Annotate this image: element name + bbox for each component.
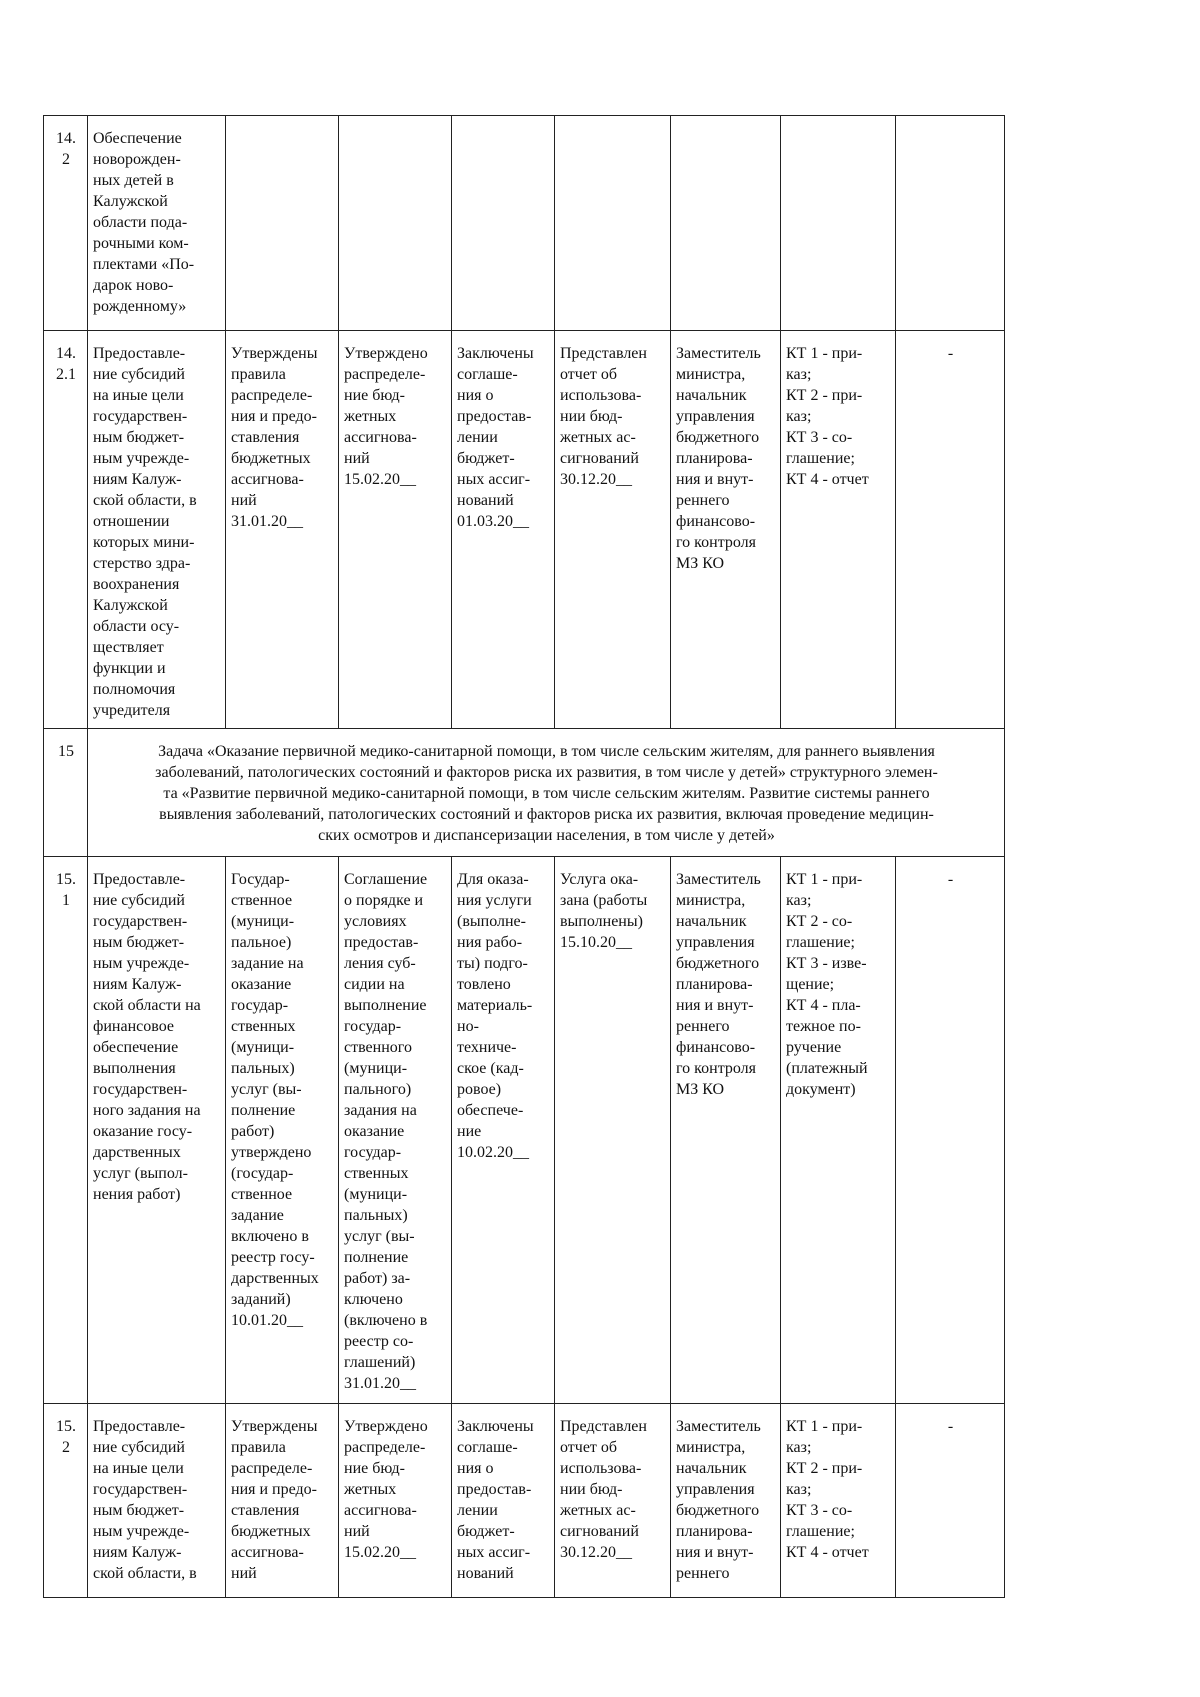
control-point-1: Государ- ственное (муници- пальное) задание на оказание государ- ственных (муници- пальных) услуг (вы- полнение работ) утверждено (государ- ственное задание включено в реестр госу- дарственных заданий) 10.01.20__ xyxy=(226,857,339,1404)
document-type: КТ 1 - при- каз; КТ 2 - со- глашение; КТ 3 - изве- щение; КТ 4 - пла- тежное по- ручение (платежный документ) xyxy=(781,857,896,1404)
task-row xyxy=(44,729,1005,857)
note-cell: - xyxy=(896,331,1005,729)
responsible-person xyxy=(671,116,781,331)
activities-table xyxy=(43,115,1005,1598)
control-point-1: Утверждены правила распределе- ния и предо- ставления бюджетных ассигнова- ний xyxy=(226,1404,339,1598)
row-number: 14. 2.1 xyxy=(44,331,88,729)
control-point-3: Для оказа- ния услуги (выполне- ния рабо- ты) подго- товлено материаль- но- техниче- ское (кад- ровое) обеспече- ние 10.02.20__ xyxy=(452,857,555,1404)
control-point-1: Утверждены правила распределе- ния и предо- ставления бюджетных ассигнова- ний 31.01.20__ xyxy=(226,331,339,729)
document-type: КТ 1 - при- каз; КТ 2 - при- каз; КТ 3 - со- глашение; КТ 4 - отчет xyxy=(781,1404,896,1598)
document-type xyxy=(781,116,896,331)
control-point-3 xyxy=(452,116,555,331)
task-description: Задача «Оказание первичной медико-санитарной помощи, в том числе сельским жителям, для раннего выявления заболеваний, патологических состояний и факторов риска их развития, в том числе у детей» структурного элемен- та «Развитие первичной медико-санитарной помощи, в том числе сельским жителям. Развитие системы раннего выявления заболеваний, патологических состояний и факторов риска их развития, включая проведение медицин- ских осмотров и диспансеризации населения, в том числе у детей» xyxy=(88,729,1005,857)
table-row xyxy=(44,331,1005,729)
table-row xyxy=(44,857,1005,1404)
row-number: 14. 2 xyxy=(44,116,88,331)
note-cell: - xyxy=(896,1404,1005,1598)
control-point-3: Заключены соглаше- ния о предостав- лении бюджет- ных ассиг- нований xyxy=(452,1404,555,1598)
control-point-3: Заключены соглаше- ния о предостав- лении бюджет- ных ассиг- нований 01.03.20__ xyxy=(452,331,555,729)
activity-name: Предоставле- ние субсидий государствен- ным бюджет- ным учрежде- ниям Калуж- ской области на финансовое обеспечение выполнения государствен- ного задания на оказание госу- дарственных услуг (выпол- нения работ) xyxy=(88,857,226,1404)
control-point-4: Услуга ока- зана (работы выполнены) 15.10.20__ xyxy=(555,857,671,1404)
row-number: 15 xyxy=(44,729,88,857)
table-row xyxy=(44,116,1005,331)
responsible-person: Заместитель министра, начальник управления бюджетного планирова- ния и внут- реннего финансово- го контроля МЗ КО xyxy=(671,857,781,1404)
control-point-2: Соглашение о порядке и условиях предостав- ления суб- сидии на выполнение государ- ственного (муници- пального) задания на оказание государ- ственных (муници- пальных) услуг (вы- полнение работ) за- ключено (включено в реестр со- глашений) 31.01.20__ xyxy=(339,857,452,1404)
table-row xyxy=(44,1404,1005,1598)
control-point-2 xyxy=(339,116,452,331)
control-point-4: Представлен отчет об использова- нии бюд- жетных ас- сигнований 30.12.20__ xyxy=(555,1404,671,1598)
activity-name: Предоставле- ние субсидий на иные цели государствен- ным бюджет- ным учрежде- ниям Калуж- ской области, в xyxy=(88,1404,226,1598)
control-point-2: Утверждено распределе- ние бюд- жетных ассигнова- ний 15.02.20__ xyxy=(339,331,452,729)
control-point-2: Утверждено распределе- ние бюд- жетных ассигнова- ний 15.02.20__ xyxy=(339,1404,452,1598)
document-type: КТ 1 - при- каз; КТ 2 - при- каз; КТ 3 - со- глашение; КТ 4 - отчет xyxy=(781,331,896,729)
note-cell: - xyxy=(896,857,1005,1404)
control-point-1 xyxy=(226,116,339,331)
row-number: 15. 1 xyxy=(44,857,88,1404)
activity-name: Обеспечение новорожден- ных детей в Калужской области пода- рочными ком- плектами «По- дарок ново- рожденному» xyxy=(88,116,226,331)
responsible-person: Заместитель министра, начальник управления бюджетного планирова- ния и внут- реннего финансово- го контроля МЗ КО xyxy=(671,331,781,729)
activity-name: Предоставле- ние субсидий на иные цели государствен- ным бюджет- ным учрежде- ниям Калуж- ской области, в отношении которых мини- стерство здра- воохранения Калужской области осу- ществляет функции и полномочия учредителя xyxy=(88,331,226,729)
control-point-4 xyxy=(555,116,671,331)
control-point-4: Представлен отчет об использова- нии бюд- жетных ас- сигнований 30.12.20__ xyxy=(555,331,671,729)
responsible-person: Заместитель министра, начальник управления бюджетного планирова- ния и внут- реннего xyxy=(671,1404,781,1598)
row-number: 15. 2 xyxy=(44,1404,88,1598)
note-cell xyxy=(896,116,1005,331)
